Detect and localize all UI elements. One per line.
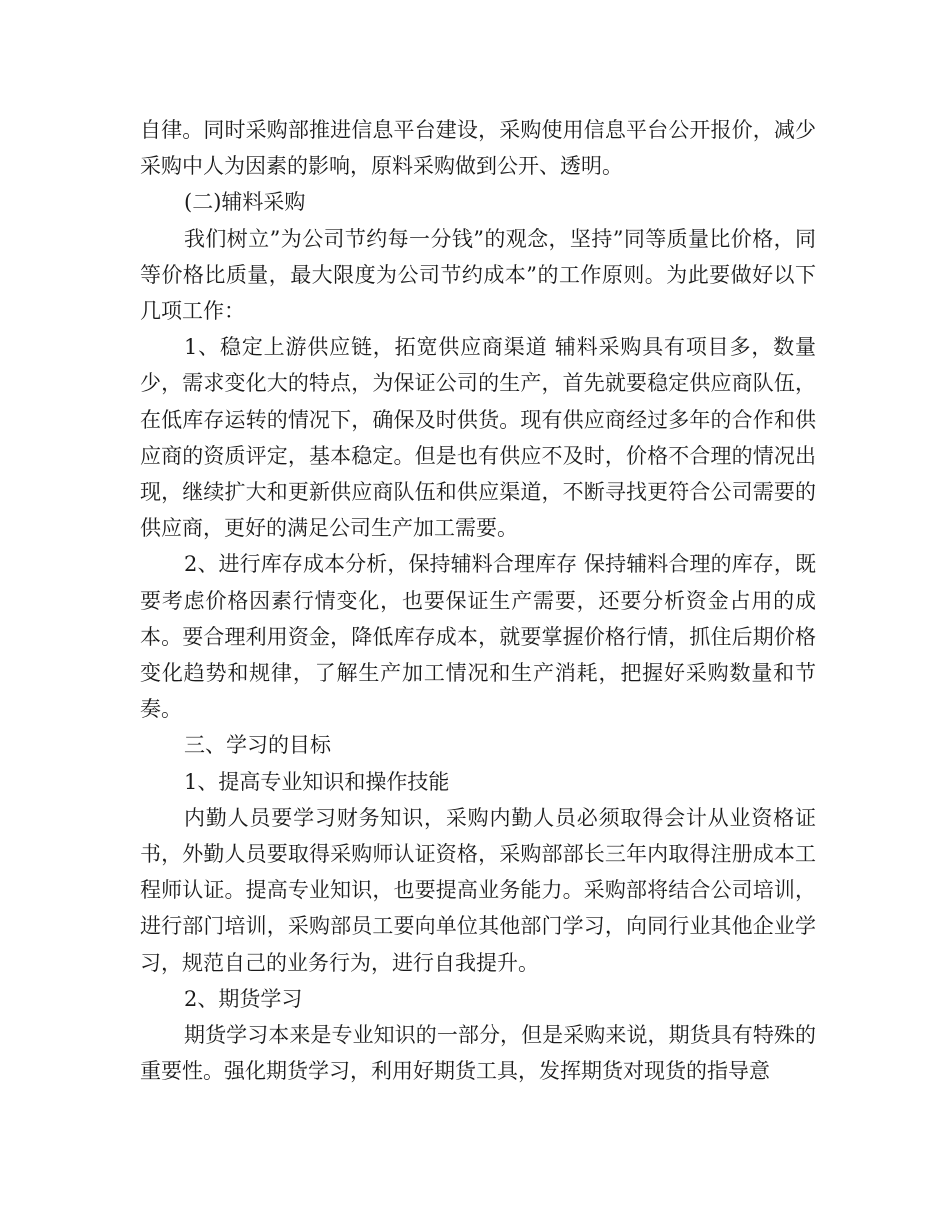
paragraph-principle: 我们树立”为公司节约每一分钱”的观念，坚持”同等质量比价格，同等价格比质量，最大限度为公司节约成本”的工作原则。为此要做好以下几项工作： (140, 226, 816, 324)
subheading-professional-skills: 1、提高专业知识和操作技能 (184, 769, 450, 794)
section-heading-auxiliary-procurement: (二)辅料采购 (184, 190, 306, 215)
section-heading-learning-goals: 三、学习的目标 (184, 733, 331, 758)
subheading-futures-learning: 2、期货学习 (184, 986, 303, 1011)
paragraph-item-2-inventory: 2、进行库存成本分析，保持辅料合理库存 保持辅料合理的库存，既要考虑价格因素行情变化，也要保证生产需要，还要分析资金占用的成本。要合理利用资金，降低库存成本，就要掌握价格行情，抓住后期价格变化趋势和规律，了解生产加工情况和生产消耗，把握好采购数量和节奏。 (140, 552, 816, 722)
paragraph-continuation: 自律。同时采购部推进信息平台建设，采购使用信息平台公开报价，减少采购中人为因素的影响，原料采购做到公开、透明。 (140, 118, 816, 179)
paragraph-professional-skills: 内勤人员要学习财务知识，采购内勤人员必须取得会计从业资格证书，外勤人员要取得采购师认证资格，采购部部长三年内取得注册成本工程师认证。提高专业知识，也要提高业务能力。采购部将结合公司培训，进行部门培训，采购部员工要向单位其他部门学习，向同行业其他企业学习，规范自己的业务行为，进行自我提升。 (140, 805, 816, 975)
document-body (140, 112, 816, 1089)
paragraph-futures-learning: 期货学习本来是专业知识的一部分，但是采购来说，期货具有特殊的重要性。强化期货学习，利用好期货工具，发挥期货对现货的指导意 (140, 1023, 816, 1084)
paragraph-item-1-supply-chain: 1、稳定上游供应链，拓宽供应商渠道 辅料采购具有项目多，数量少，需求变化大的特点，为保证公司的生产，首先就要稳定供应商队伍，在低库存运转的情况下，确保及时供货。现有供应商经过多年的合作和供应商的资质评定，基本稳定。但是也有供应不及时，价格不合理的情况出现，继续扩大和更新供应商队伍和供应渠道，不断寻找更符合公司需要的供应商，更好的满足公司生产加工需要。 (140, 335, 816, 541)
